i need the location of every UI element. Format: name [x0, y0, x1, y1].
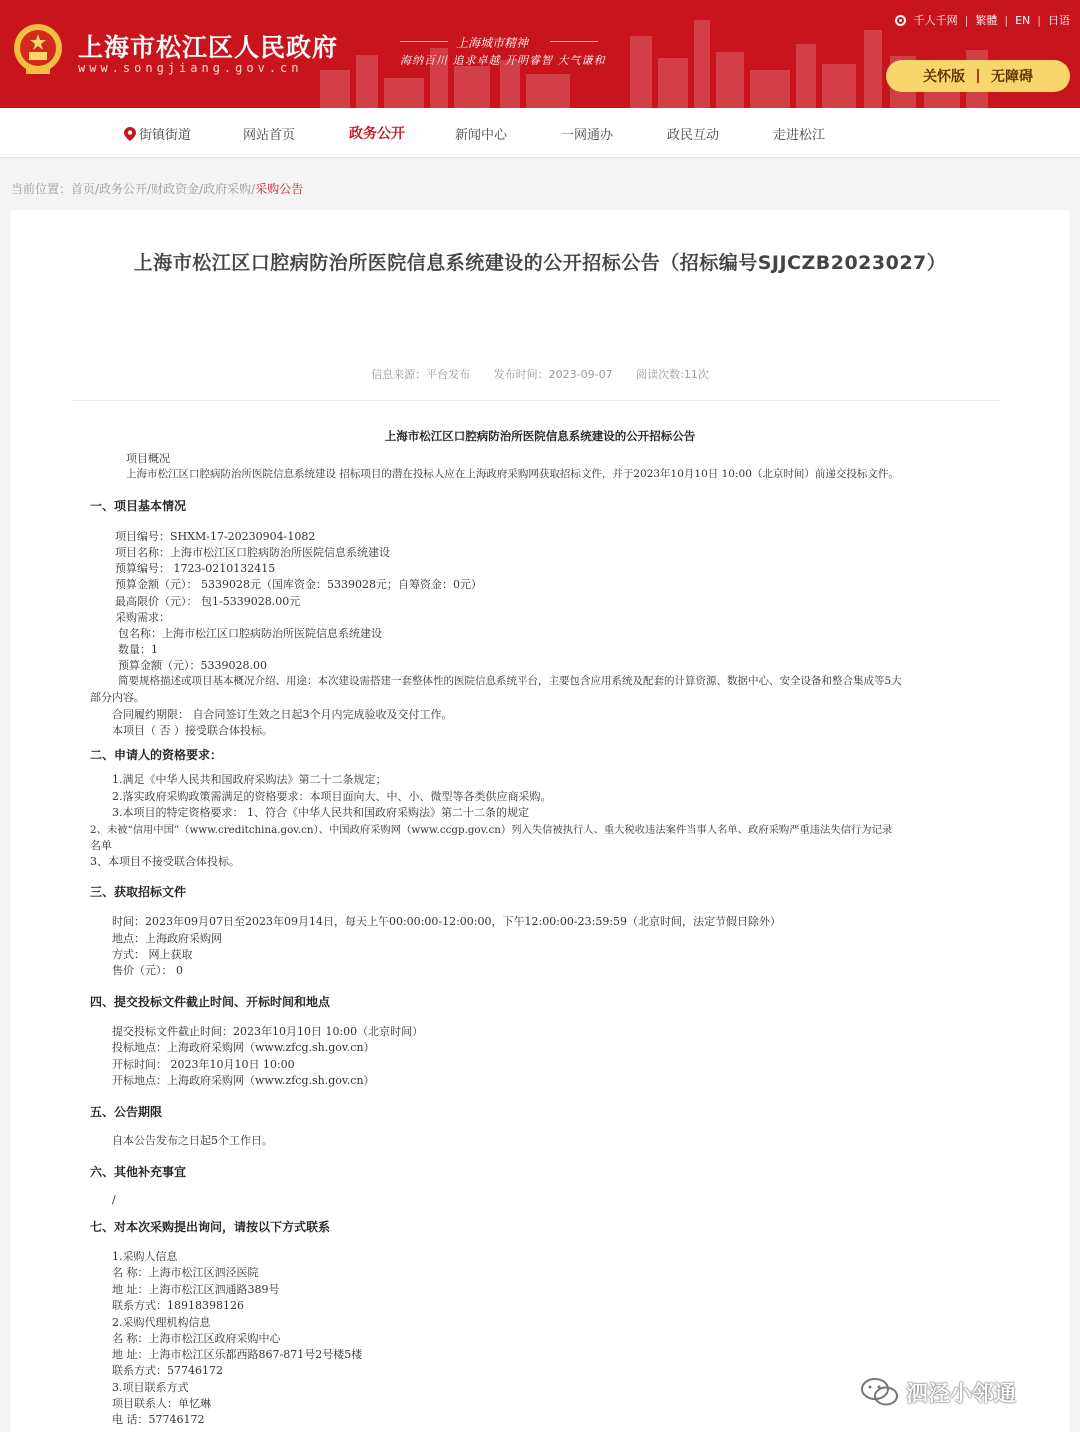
body-line: 开标时间： 2023年10月10日 10:00 — [112, 1058, 295, 1071]
section-heading: 六、其他补充事宜 — [90, 1165, 187, 1179]
body-line: 最高限价（元）： 包1-5339028.00元 — [115, 595, 301, 608]
separator: | — [1037, 13, 1041, 27]
main-nav — [0, 108, 1080, 158]
body-line: 地 址：上海市松江区乐都西路867-871号2号楼5楼 — [112, 1348, 363, 1361]
article-date: 发布时间：2023-09-07 — [493, 368, 613, 381]
breadcrumb — [11, 180, 303, 197]
body-line: 3.项目联系方式 — [112, 1381, 189, 1394]
breadcrumb-label: 当前位置： — [11, 182, 72, 196]
body-line: 项目编号：SHXM-17-20230904-1082 — [115, 530, 316, 543]
body-line: 联系方式：18918398126 — [112, 1299, 244, 1312]
nav-item-home[interactable]: 网站首页 — [243, 128, 296, 143]
section-heading: 五、公告期限 — [90, 1105, 163, 1119]
watermark-text: 泗泾小邻通 — [906, 1381, 1017, 1407]
body-line: 项目联系人：单忆琳 — [112, 1397, 211, 1410]
section-heading: 二、申请人的资格要求： — [90, 748, 223, 762]
language-links — [894, 12, 1070, 28]
divider — [400, 41, 448, 42]
divider — [71, 400, 1001, 401]
body-line: 部分内容。 — [90, 691, 145, 704]
link-english[interactable]: EN — [1015, 13, 1031, 27]
body-line: 电 话：57746172 — [112, 1413, 205, 1426]
nav-item-news[interactable]: 新闻中心 — [455, 128, 508, 143]
divider — [550, 41, 598, 42]
section-heading: 三、获取招标文件 — [90, 885, 187, 899]
care-mode-button[interactable]: 关怀版 — [923, 69, 965, 85]
page-title: 上海市松江区口腔病防治所医院信息系统建设的公开招标公告（招标编号SJJCZB2023027） — [133, 252, 947, 274]
body-line: 名单 — [90, 839, 112, 852]
nav-item-one-stop[interactable]: 一网通办 — [561, 128, 614, 143]
city-spirit-title: 上海城市精神 — [456, 36, 529, 50]
body-line: 项目名称：上海市松江区口腔病防治所医院信息系统建设 — [115, 546, 390, 559]
breadcrumb-current[interactable]: 采购公告 — [255, 182, 304, 196]
barrier-free-button[interactable]: 无障碍 — [991, 69, 1033, 85]
body-line: 采购需求： — [115, 611, 170, 624]
city-spirit-words: 海纳百川 追求卓越 开明睿智 大气谦和 — [400, 54, 606, 67]
nav-item-gov-affairs[interactable]: 政务公开 — [349, 126, 405, 142]
breadcrumb-path[interactable]: 首页/政务公开/财政资金/政府采购/ — [71, 182, 256, 196]
body-line: 联系方式：57746172 — [112, 1364, 223, 1377]
body-line: 2、未被“信用中国”（www.creditchina.gov.cn）、中国政府采购网（www.ccgp.gov.cn）列入失信被执行人、重大税收违法案件当事人名单、政府采购严重违法失信行为记录 — [90, 824, 893, 836]
section-heading: 七、对本次采购提出询问，请按以下方式联系 — [90, 1220, 331, 1234]
body-line: 2.落实政府采购政策需满足的资格要求：本项目面向大、中、小、微型等各类供应商采购。 — [112, 790, 552, 803]
body-line: 名 称：上海市松江区政府采购中心 — [112, 1332, 281, 1345]
body-line: 2.采购代理机构信息 — [112, 1316, 211, 1329]
nav-item-streets[interactable] — [124, 124, 191, 143]
accessibility-mode-bar — [886, 60, 1070, 92]
article-source: 信息来源：平台发布 — [371, 368, 471, 381]
body-line: 预算金额（元）：5339028.00 — [118, 659, 267, 672]
body-line: 自本公告发布之日起5个工作日。 — [112, 1134, 273, 1147]
document-title: 上海市松江区口腔病防治所医院信息系统建设的公开招标公告 — [384, 429, 696, 443]
nav-item-interaction[interactable]: 政民互动 — [667, 128, 720, 143]
body-line: 预算编号： 1723-0210132415 — [115, 562, 276, 575]
site-name[interactable]: 上海市松江区人民政府 — [78, 33, 339, 62]
body-line: 数量：1 — [118, 643, 158, 656]
wechat-watermark — [860, 1376, 1016, 1408]
body-line: 3、本项目不接受联合体投标。 — [90, 855, 240, 868]
body-line: 时间：2023年09月07日至2023年09月14日，每天上午00:00:00-12:00:00，下午12:00:00-23:59:59（北京时间，法定节假日除外） — [112, 915, 782, 928]
site-header — [0, 0, 1080, 108]
body-line: 简要规格描述或项目基本概况介绍、用途：本次建设需搭建一套整体性的医院信息系统平台，主要包含应用系统及配套的计算资源、数据中心、安全设备和整合集成等5大 — [118, 675, 902, 687]
section-heading: 一、项目基本情况 — [90, 499, 187, 513]
overview-text: 上海市松江区口腔病防治所医院信息系统建设 招标项目的潜在投标人应在上海政府采购网获取招标文件，并于2023年10月10日 10:00（北京时间）前递交投标文件。 — [126, 468, 899, 480]
body-line: 本项目（ 否 ）接受联合体投标。 — [112, 724, 273, 737]
body-line: 提交投标文件截止时间：2023年10月10日 10:00（北京时间） — [112, 1025, 424, 1038]
wechat-icon — [860, 1376, 900, 1408]
link-traditional-chinese[interactable]: 繁體 — [975, 14, 998, 27]
body-line: 售价（元）： 0 — [112, 964, 183, 977]
location-pin-icon — [124, 127, 136, 141]
national-emblem-icon — [12, 22, 64, 78]
body-line: 地点：上海政府采购网 — [112, 932, 222, 945]
body-line: 3.本项目的特定资格要求： 1、符合《中华人民共和国政府采购法》第二十二条的规定 — [112, 806, 529, 819]
separator: | — [964, 13, 969, 27]
body-line: / — [112, 1193, 116, 1206]
body-line: 方式： 网上获取 — [112, 948, 193, 961]
divider — [977, 69, 979, 83]
overview-label: 项目概况 — [126, 452, 170, 465]
body-line: 地 址：上海市松江区泗通路389号 — [112, 1283, 280, 1296]
body-line: 1.满足《中华人民共和国政府采购法》第二十二条规定； — [112, 773, 387, 786]
nav-item-label: 街镇街道 — [139, 128, 192, 143]
link-qianrenqianwang[interactable]: 千人千网 — [913, 14, 958, 27]
body-line: 1.采购人信息 — [112, 1250, 178, 1263]
nav-item-about[interactable]: 走进松江 — [773, 128, 826, 143]
body-line: 包名称：上海市松江区口腔病防治所医院信息系统建设 — [118, 627, 382, 640]
gear-icon — [894, 14, 907, 27]
section-heading: 四、提交投标文件截止时间、开标时间和地点 — [90, 995, 331, 1009]
separator: | — [1004, 13, 1009, 27]
article-views: 阅读次数:11次 — [636, 368, 709, 381]
site-url: www.songjiang.gov.cn — [78, 61, 303, 75]
body-line: 预算金额（元）： 5339028元（国库资金：5339028元；自筹资金：0元） — [115, 578, 482, 591]
article-meta — [11, 366, 1069, 382]
body-line: 名 称：上海市松江区泗泾医院 — [112, 1266, 259, 1279]
link-japanese[interactable]: 日语 — [1048, 14, 1070, 27]
body-line: 开标地点：上海政府采购网（www.zfcg.sh.gov.cn） — [112, 1074, 375, 1087]
body-line: 投标地点：上海政府采购网（www.zfcg.sh.gov.cn） — [112, 1041, 375, 1054]
body-line: 合同履约期限： 自合同签订生效之日起3个月内完成验收及交付工作。 — [112, 708, 453, 721]
